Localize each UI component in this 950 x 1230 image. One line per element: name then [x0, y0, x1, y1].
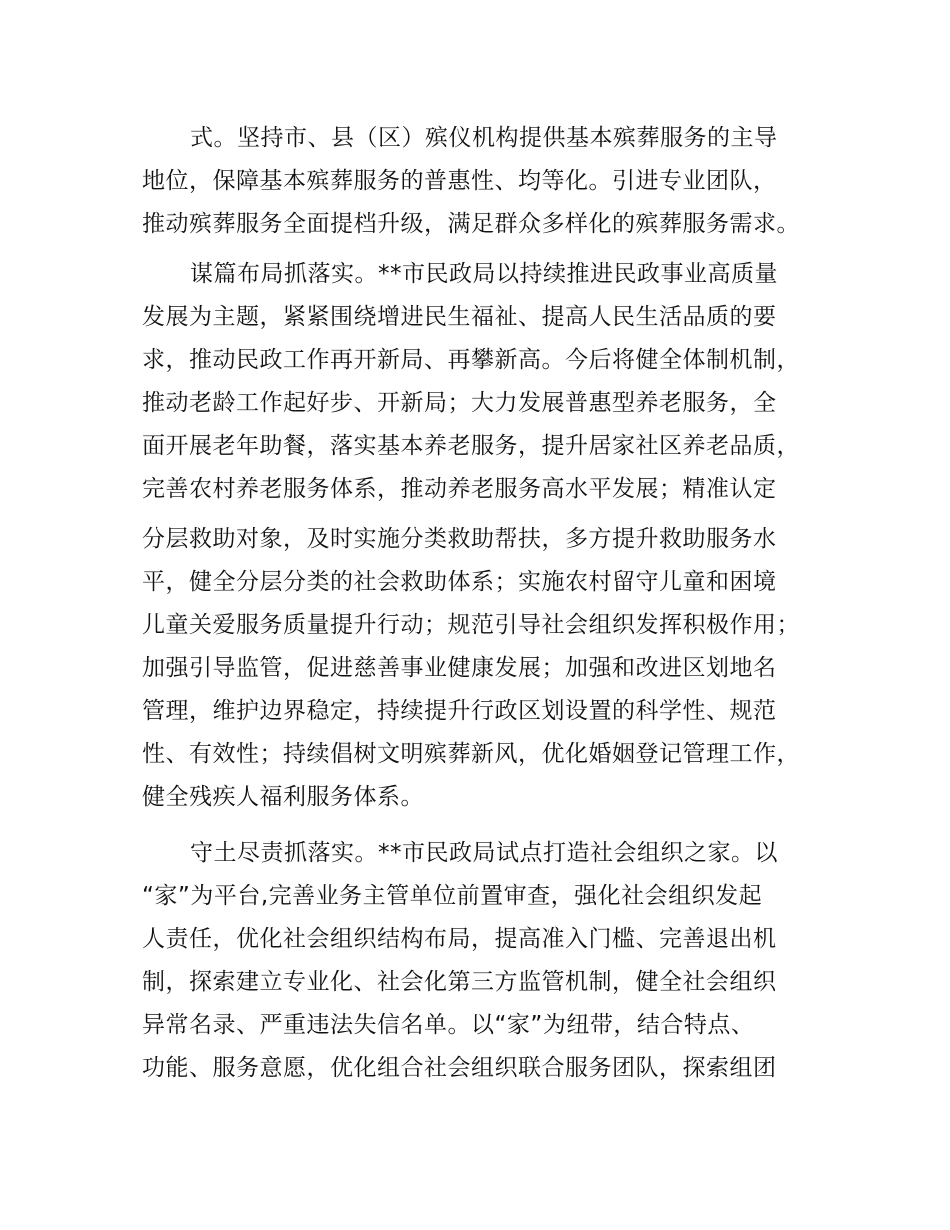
- text-line: 式。坚持市、县（区）殡仪机构提供基本殡葬服务的主导: [190, 125, 778, 151]
- text-line: 异常名录、严重违法失信名单。以“家”为纽带，结合特点、: [142, 1012, 755, 1038]
- text-line: 完善农村养老服务体系，推动养老服务高水平发展；精准认定: [142, 476, 777, 502]
- text-line: 谋篇布局抓落实。**市民政局以持续推进民政事业高质量: [190, 261, 778, 287]
- text-line: 求，推动民政工作再开新局、再攀新高。今后将健全体制机制，: [142, 347, 800, 373]
- text-line: 平，健全分层分类的社会救助体系；实施农村留守儿童和困境: [142, 569, 777, 595]
- text-line: 健全残疾人福利服务体系。: [142, 784, 424, 810]
- text-line: 人责任，优化社会组织结构布局，提高准入门槛、完善退出机: [142, 926, 777, 952]
- text-line: 推动殡葬服务全面提档升级，满足群众多样化的殡葬服务需求。: [142, 211, 800, 237]
- text-line: 儿童关爱服务质量提升行动；规范引导社会组织发挥积极作用；: [142, 612, 800, 638]
- text-line: 推动老龄工作起好步、开新局；大力发展普惠型养老服务，全: [142, 390, 777, 416]
- text-line: 发展为主题，紧紧围绕增进民生福祉、提高人民生活品质的要: [142, 304, 777, 330]
- text-line: 加强引导监管，促进慈善事业健康发展；加强和改进区划地名: [142, 655, 777, 681]
- text-line: “家”为平台,完善业务主管单位前置审查，强化社会组织发起: [142, 883, 763, 909]
- text-line: 分层救助对象，及时实施分类救助帮扶，多方提升救助服务水: [142, 526, 777, 552]
- text-line: 制，探索建立专业化、社会化第三方监管机制，健全社会组织: [142, 969, 777, 995]
- text-line: 地位，保障基本殡葬服务的普惠性、均等化。引进专业团队，: [142, 168, 777, 194]
- text-line: 面开展老年助餐，落实基本养老服务，提升居家社区养老品质，: [142, 433, 800, 459]
- text-line: 功能、服务意愿，优化组合社会组织联合服务团队，探索组团: [142, 1055, 777, 1081]
- text-line: 守土尽责抓落实。**市民政局试点打造社会组织之家。以: [190, 840, 778, 866]
- text-line: 性、有效性；持续倡树文明殡葬新风，优化婚姻登记管理工作，: [142, 741, 800, 767]
- text-line: 管理，维护边界稳定，持续提升行政区划设置的科学性、规范: [142, 698, 777, 724]
